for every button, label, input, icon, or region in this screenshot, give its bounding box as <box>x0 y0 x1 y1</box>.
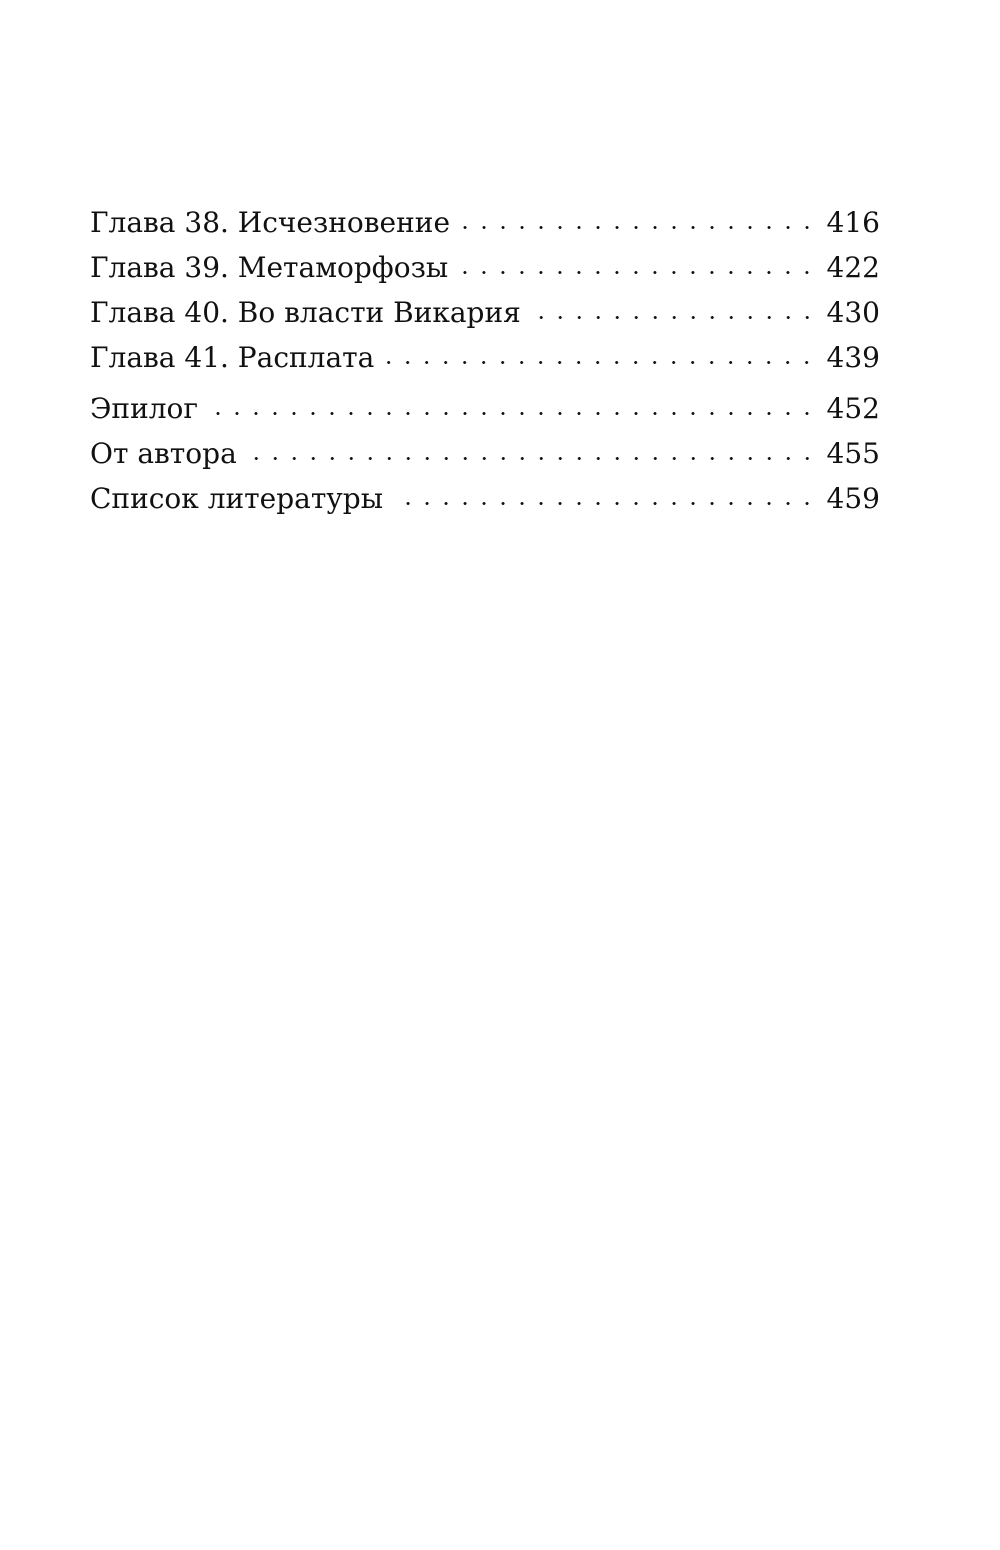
toc-entry-page: 439 <box>817 335 880 380</box>
toc-entry-title: Глава 39. Метаморфозы <box>90 245 460 290</box>
toc-dot-leader <box>386 344 816 372</box>
toc-entry-page: 416 <box>817 200 880 245</box>
toc-entry-page: 459 <box>817 476 880 521</box>
toc-dot-leader <box>395 485 817 513</box>
toc-entry <box>90 335 880 380</box>
toc-entry <box>90 245 880 290</box>
toc-entry <box>90 476 880 521</box>
toc-entry <box>90 431 880 476</box>
toc-entry <box>90 290 880 335</box>
toc-entry-title: Эпилог <box>90 386 210 431</box>
toc-entry-page: 452 <box>817 386 880 431</box>
toc-entry-page: 455 <box>817 431 880 476</box>
toc-entry-page: 422 <box>817 245 880 290</box>
toc-entry-title: Глава 40. Во власти Викария <box>90 290 533 335</box>
toc-entry-title: Список литературы <box>90 476 395 521</box>
toc-entry-title: Глава 41. Расплата <box>90 335 386 380</box>
toc-entry-title: Глава 38. Исчезновение <box>90 200 462 245</box>
toc-dot-leader <box>210 395 816 423</box>
table-of-contents <box>90 200 880 521</box>
toc-entry-page: 430 <box>817 290 880 335</box>
toc-dot-leader <box>460 254 816 282</box>
toc-dot-leader <box>462 209 817 237</box>
toc-dot-leader <box>533 299 817 327</box>
toc-dot-leader <box>249 440 817 468</box>
toc-entry-title: От автора <box>90 431 249 476</box>
toc-group-back-matter <box>90 386 880 521</box>
toc-entry <box>90 200 880 245</box>
toc-entry <box>90 386 880 431</box>
toc-group-chapters <box>90 200 880 380</box>
